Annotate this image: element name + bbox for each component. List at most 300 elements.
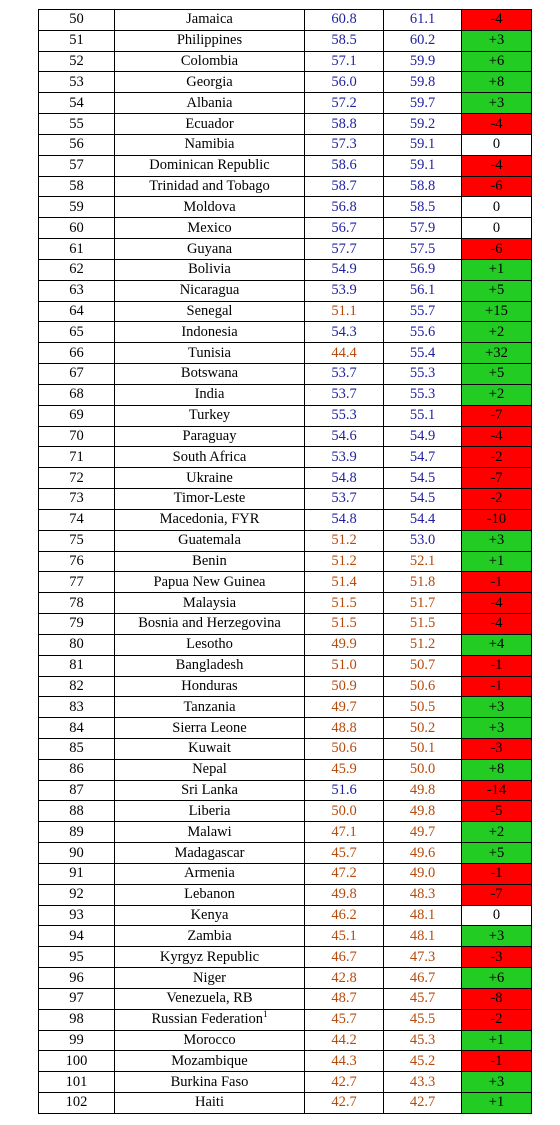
rank-change-cell: -1 — [462, 863, 532, 884]
table-row — [39, 155, 532, 176]
country-cell — [115, 259, 305, 280]
table-row — [39, 801, 532, 822]
current-score-cell: 50.2 — [384, 718, 462, 739]
rank-cell: 88 — [39, 801, 115, 822]
current-score-cell: 45.7 — [384, 988, 462, 1009]
country-name: South Africa — [172, 448, 247, 465]
table-row — [39, 384, 532, 405]
country-cell — [115, 551, 305, 572]
table-row — [39, 863, 532, 884]
country-cell — [115, 155, 305, 176]
previous-score-cell: 54.6 — [305, 426, 384, 447]
rank-cell: 73 — [39, 489, 115, 510]
rank-cell: 82 — [39, 676, 115, 697]
current-score-cell: 55.4 — [384, 343, 462, 364]
table-row — [39, 697, 532, 718]
rank-change-cell: -10 — [462, 509, 532, 530]
current-score-cell: 51.8 — [384, 572, 462, 593]
table-row — [39, 134, 532, 155]
country-cell — [115, 1009, 305, 1030]
rank-change-cell: +3 — [462, 30, 532, 51]
current-score-cell: 42.7 — [384, 1093, 462, 1114]
country-name: Timor-Leste — [173, 490, 246, 507]
rank-cell: 100 — [39, 1051, 115, 1072]
country-cell — [115, 572, 305, 593]
country-cell — [115, 405, 305, 426]
table-row — [39, 947, 532, 968]
rank-cell: 54 — [39, 93, 115, 114]
rank-change-cell: +3 — [462, 926, 532, 947]
country-name: Botswana — [180, 365, 239, 382]
table-row — [39, 593, 532, 614]
rank-change-cell: -7 — [462, 884, 532, 905]
country-name: Liberia — [188, 802, 231, 819]
current-score-cell: 52.1 — [384, 551, 462, 572]
rank-cell: 94 — [39, 926, 115, 947]
country-name: Russian Federation — [151, 1011, 264, 1028]
previous-score-cell: 51.2 — [305, 530, 384, 551]
country-cell — [115, 697, 305, 718]
table-row — [39, 30, 532, 51]
previous-score-cell: 51.6 — [305, 780, 384, 801]
previous-score-cell: 60.8 — [305, 10, 384, 31]
previous-score-cell: 57.3 — [305, 134, 384, 155]
current-score-cell: 59.1 — [384, 155, 462, 176]
table-row — [39, 259, 532, 280]
country-cell — [115, 239, 305, 260]
rank-change-cell: +3 — [462, 93, 532, 114]
rank-cell: 51 — [39, 30, 115, 51]
country-name: Moldova — [183, 198, 236, 215]
table-row — [39, 884, 532, 905]
current-score-cell: 51.7 — [384, 593, 462, 614]
table-row — [39, 759, 532, 780]
rank-change-cell: +15 — [462, 301, 532, 322]
previous-score-cell: 58.5 — [305, 30, 384, 51]
country-name: Morocco — [183, 1031, 236, 1048]
rank-change-cell: -1 — [462, 572, 532, 593]
rank-cell: 79 — [39, 614, 115, 635]
rank-change-cell: -4 — [462, 426, 532, 447]
country-name: Niger — [192, 969, 226, 986]
previous-score-cell: 42.7 — [305, 1093, 384, 1114]
previous-score-cell: 50.6 — [305, 738, 384, 759]
previous-score-cell: 48.7 — [305, 988, 384, 1009]
previous-score-cell: 54.9 — [305, 259, 384, 280]
country-name: Ukraine — [186, 469, 233, 486]
country-name: Kuwait — [188, 740, 231, 757]
previous-score-cell: 46.2 — [305, 905, 384, 926]
current-score-cell: 51.5 — [384, 614, 462, 635]
table-row — [39, 218, 532, 239]
country-cell — [115, 301, 305, 322]
rank-cell: 57 — [39, 155, 115, 176]
rank-cell: 65 — [39, 322, 115, 343]
rank-cell: 87 — [39, 780, 115, 801]
current-score-cell: 46.7 — [384, 968, 462, 989]
country-cell — [115, 780, 305, 801]
rank-change-cell: +1 — [462, 259, 532, 280]
previous-score-cell: 56.8 — [305, 197, 384, 218]
country-name: Mozambique — [171, 1052, 248, 1069]
table-row — [39, 93, 532, 114]
rank-cell: 85 — [39, 738, 115, 759]
current-score-cell: 45.2 — [384, 1051, 462, 1072]
current-score-cell: 55.3 — [384, 364, 462, 385]
current-score-cell: 61.1 — [384, 10, 462, 31]
country-name: Lesotho — [186, 636, 233, 653]
table-row — [39, 489, 532, 510]
rank-cell: 89 — [39, 822, 115, 843]
country-name: Albania — [186, 94, 233, 111]
table-row — [39, 634, 532, 655]
rank-cell: 93 — [39, 905, 115, 926]
current-score-cell: 59.2 — [384, 114, 462, 135]
previous-score-cell: 51.0 — [305, 655, 384, 676]
country-cell — [115, 843, 305, 864]
country-name: Bosnia and Herzegovina — [138, 615, 281, 632]
country-cell — [115, 1072, 305, 1093]
country-name: Jamaica — [186, 11, 233, 28]
previous-score-cell: 49.7 — [305, 697, 384, 718]
country-cell — [115, 926, 305, 947]
previous-score-cell: 53.7 — [305, 489, 384, 510]
table-row — [39, 988, 532, 1009]
previous-score-cell: 58.6 — [305, 155, 384, 176]
rank-cell: 58 — [39, 176, 115, 197]
table-row — [39, 1072, 532, 1093]
rank-cell: 102 — [39, 1093, 115, 1114]
country-cell — [115, 759, 305, 780]
previous-score-cell: 50.9 — [305, 676, 384, 697]
table-row — [39, 468, 532, 489]
rank-cell: 78 — [39, 593, 115, 614]
current-score-cell: 55.6 — [384, 322, 462, 343]
table-row — [39, 1093, 532, 1114]
country-name: Burkina Faso — [170, 1073, 249, 1090]
rank-change-cell: -4 — [462, 593, 532, 614]
country-cell — [115, 738, 305, 759]
country-cell — [115, 676, 305, 697]
country-cell — [115, 384, 305, 405]
country-cell — [115, 614, 305, 635]
current-score-cell: 58.8 — [384, 176, 462, 197]
previous-score-cell: 47.2 — [305, 863, 384, 884]
country-cell — [115, 530, 305, 551]
table-row — [39, 780, 532, 801]
rank-change-cell: +3 — [462, 718, 532, 739]
country-cell — [115, 801, 305, 822]
previous-score-cell: 46.7 — [305, 947, 384, 968]
previous-score-cell: 51.5 — [305, 614, 384, 635]
previous-score-cell: 45.7 — [305, 1009, 384, 1030]
rank-change-cell: -7 — [462, 468, 532, 489]
country-cell — [115, 593, 305, 614]
rank-cell: 96 — [39, 968, 115, 989]
table-row — [39, 301, 532, 322]
previous-score-cell: 56.7 — [305, 218, 384, 239]
country-name: Macedonia, FYR — [159, 511, 260, 528]
current-score-cell: 59.7 — [384, 93, 462, 114]
rank-change-cell: +32 — [462, 343, 532, 364]
country-cell — [115, 489, 305, 510]
rank-cell: 75 — [39, 530, 115, 551]
country-name: Bolivia — [188, 261, 231, 278]
country-name: Armenia — [184, 865, 235, 882]
rank-cell: 86 — [39, 759, 115, 780]
rank-change-cell: 0 — [462, 218, 532, 239]
rank-cell: 52 — [39, 51, 115, 72]
country-cell — [115, 197, 305, 218]
rank-change-cell: -7 — [462, 405, 532, 426]
previous-score-cell: 51.5 — [305, 593, 384, 614]
current-score-cell: 51.2 — [384, 634, 462, 655]
rank-cell: 77 — [39, 572, 115, 593]
rank-change-cell: +2 — [462, 822, 532, 843]
rank-change-cell: +5 — [462, 843, 532, 864]
current-score-cell: 55.7 — [384, 301, 462, 322]
previous-score-cell: 49.9 — [305, 634, 384, 655]
previous-score-cell: 48.8 — [305, 718, 384, 739]
rank-change-cell: -6 — [462, 176, 532, 197]
rank-change-cell: +6 — [462, 51, 532, 72]
table-row — [39, 1030, 532, 1051]
rank-change-cell: +8 — [462, 72, 532, 93]
country-cell — [115, 822, 305, 843]
rank-change-cell: -1 — [462, 655, 532, 676]
country-cell — [115, 863, 305, 884]
previous-score-cell: 51.2 — [305, 551, 384, 572]
country-name: India — [194, 386, 225, 403]
current-score-cell: 50.6 — [384, 676, 462, 697]
current-score-cell: 56.1 — [384, 280, 462, 301]
rank-cell: 84 — [39, 718, 115, 739]
country-cell — [115, 10, 305, 31]
table-row — [39, 614, 532, 635]
rank-change-cell: -1 — [462, 676, 532, 697]
rank-change-cell: -3 — [462, 738, 532, 759]
rank-cell: 92 — [39, 884, 115, 905]
current-score-cell: 48.3 — [384, 884, 462, 905]
current-score-cell: 49.6 — [384, 843, 462, 864]
rank-change-cell: +2 — [462, 322, 532, 343]
current-score-cell: 55.3 — [384, 384, 462, 405]
table-row — [39, 926, 532, 947]
country-name: Mexico — [187, 219, 232, 236]
rank-change-cell: +8 — [462, 759, 532, 780]
rank-cell: 76 — [39, 551, 115, 572]
rank-change-cell: -3 — [462, 947, 532, 968]
rank-cell: 61 — [39, 239, 115, 260]
previous-score-cell: 47.1 — [305, 822, 384, 843]
rank-change-cell: 0 — [462, 197, 532, 218]
rank-cell: 59 — [39, 197, 115, 218]
country-name: Bangladesh — [175, 657, 244, 674]
rank-change-cell: -2 — [462, 1009, 532, 1030]
country-name: Turkey — [188, 407, 231, 424]
table-row — [39, 51, 532, 72]
country-cell — [115, 447, 305, 468]
rank-change-cell: 0 — [462, 134, 532, 155]
country-name: Philippines — [176, 32, 243, 49]
table-row — [39, 822, 532, 843]
table-row — [39, 322, 532, 343]
previous-score-cell: 57.2 — [305, 93, 384, 114]
rank-change-cell: -4 — [462, 114, 532, 135]
rank-change-cell: +4 — [462, 634, 532, 655]
table-row — [39, 551, 532, 572]
country-name: Madagascar — [174, 844, 245, 861]
previous-score-cell: 44.4 — [305, 343, 384, 364]
country-name: Papua New Guinea — [153, 573, 266, 590]
previous-score-cell: 53.9 — [305, 447, 384, 468]
rank-change-cell: +3 — [462, 530, 532, 551]
country-cell — [115, 884, 305, 905]
previous-score-cell: 57.7 — [305, 239, 384, 260]
table-row — [39, 968, 532, 989]
rank-change-cell: +1 — [462, 1030, 532, 1051]
country-name: Nepal — [192, 761, 227, 778]
country-cell — [115, 905, 305, 926]
table-row — [39, 343, 532, 364]
previous-score-cell: 45.7 — [305, 843, 384, 864]
rank-cell: 64 — [39, 301, 115, 322]
previous-score-cell: 44.3 — [305, 1051, 384, 1072]
previous-score-cell: 56.0 — [305, 72, 384, 93]
rank-change-cell: +1 — [462, 1093, 532, 1114]
footnote-marker: 1 — [263, 1009, 268, 1020]
previous-score-cell: 42.7 — [305, 1072, 384, 1093]
previous-score-cell: 53.7 — [305, 364, 384, 385]
country-cell — [115, 634, 305, 655]
country-cell — [115, 364, 305, 385]
country-name: Lebanon — [184, 886, 235, 903]
country-cell — [115, 947, 305, 968]
rank-cell: 74 — [39, 509, 115, 530]
current-score-cell: 54.9 — [384, 426, 462, 447]
country-cell — [115, 1030, 305, 1051]
country-ranking-table — [38, 9, 532, 1114]
rank-cell: 55 — [39, 114, 115, 135]
table-row — [39, 843, 532, 864]
country-cell — [115, 134, 305, 155]
current-score-cell: 58.5 — [384, 197, 462, 218]
country-cell — [115, 322, 305, 343]
country-name: Senegal — [186, 303, 233, 319]
table-row — [39, 1051, 532, 1072]
country-cell — [115, 72, 305, 93]
country-cell — [115, 718, 305, 739]
current-score-cell: 43.3 — [384, 1072, 462, 1093]
rank-cell: 99 — [39, 1030, 115, 1051]
table-row — [39, 530, 532, 551]
rank-cell: 50 — [39, 10, 115, 31]
country-name: Colombia — [180, 53, 239, 70]
country-name: Kyrgyz Republic — [159, 948, 260, 965]
rank-cell: 63 — [39, 280, 115, 301]
country-cell — [115, 426, 305, 447]
previous-score-cell: 50.0 — [305, 801, 384, 822]
country-cell — [115, 655, 305, 676]
country-name: Tanzania — [183, 698, 236, 715]
rank-cell: 95 — [39, 947, 115, 968]
current-score-cell: 50.1 — [384, 738, 462, 759]
country-name: Ecuador — [185, 115, 234, 132]
current-score-cell: 49.8 — [384, 801, 462, 822]
current-score-cell: 54.5 — [384, 468, 462, 489]
country-name: Honduras — [181, 677, 238, 694]
country-cell — [115, 509, 305, 530]
table-row — [39, 364, 532, 385]
current-score-cell: 50.5 — [384, 697, 462, 718]
table-row — [39, 10, 532, 31]
ranking-table-body — [39, 10, 532, 1114]
previous-score-cell: 45.1 — [305, 926, 384, 947]
current-score-cell: 50.7 — [384, 655, 462, 676]
current-score-cell: 50.0 — [384, 759, 462, 780]
previous-score-cell: 53.7 — [305, 384, 384, 405]
rank-cell: 71 — [39, 447, 115, 468]
country-name: Paraguay — [182, 427, 237, 444]
table-row — [39, 718, 532, 739]
country-name: Benin — [192, 552, 227, 569]
rank-change-cell: +5 — [462, 280, 532, 301]
previous-score-cell: 45.9 — [305, 759, 384, 780]
rank-change-cell: -2 — [462, 447, 532, 468]
previous-score-cell: 42.8 — [305, 968, 384, 989]
previous-score-cell: 44.2 — [305, 1030, 384, 1051]
country-name: Guatemala — [178, 532, 241, 549]
table-row — [39, 447, 532, 468]
rank-cell: 81 — [39, 655, 115, 676]
previous-score-cell: 57.1 — [305, 51, 384, 72]
current-score-cell: 48.1 — [384, 926, 462, 947]
table-row — [39, 197, 532, 218]
rank-change-cell: -2 — [462, 489, 532, 510]
rank-change-cell: -5 — [462, 801, 532, 822]
current-score-cell: 54.4 — [384, 509, 462, 530]
table-row — [39, 738, 532, 759]
rank-change-cell: +1 — [462, 551, 532, 572]
country-cell — [115, 218, 305, 239]
rank-cell: 67 — [39, 364, 115, 385]
country-cell — [115, 468, 305, 489]
current-score-cell: 54.7 — [384, 447, 462, 468]
country-cell — [115, 988, 305, 1009]
country-cell — [115, 968, 305, 989]
rank-change-cell: +6 — [462, 968, 532, 989]
rank-cell: 72 — [39, 468, 115, 489]
previous-score-cell: 53.9 — [305, 280, 384, 301]
country-name: Indonesia — [181, 323, 238, 340]
rank-cell: 68 — [39, 384, 115, 405]
rank-cell: 53 — [39, 72, 115, 93]
country-cell — [115, 30, 305, 51]
rank-change-cell: +3 — [462, 697, 532, 718]
country-cell — [115, 51, 305, 72]
country-name: Sri Lanka — [181, 782, 238, 799]
current-score-cell: 45.5 — [384, 1009, 462, 1030]
table-row — [39, 405, 532, 426]
country-cell — [115, 93, 305, 114]
table-row — [39, 176, 532, 197]
current-score-cell: 47.3 — [384, 947, 462, 968]
previous-score-cell: 54.3 — [305, 322, 384, 343]
rank-cell: 62 — [39, 259, 115, 280]
current-score-cell: 59.9 — [384, 51, 462, 72]
country-name: Sierra Leone — [172, 719, 247, 736]
previous-score-cell: 51.1 — [305, 301, 384, 322]
